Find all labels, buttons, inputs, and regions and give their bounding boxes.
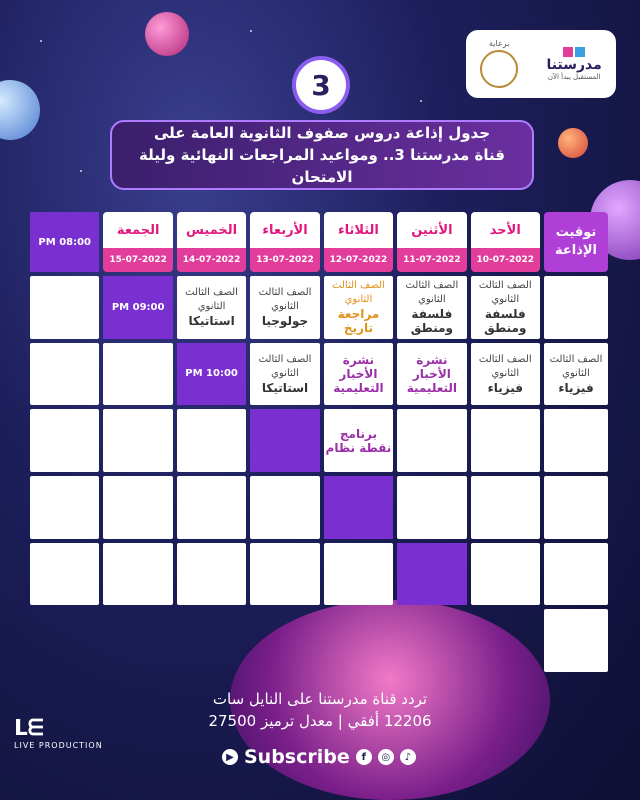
schedule-cell bbox=[544, 543, 608, 606]
star bbox=[420, 100, 422, 102]
schedule-cell bbox=[250, 476, 319, 539]
grade-label: الصف الثالث الثانوي bbox=[478, 280, 532, 306]
schedule-cell bbox=[324, 409, 393, 472]
live-production-logo: ᒪᗴ LIVE PRODUCTION bbox=[14, 716, 103, 750]
day-header bbox=[324, 212, 393, 272]
subscribe-label[interactable]: Subscribe bbox=[244, 746, 350, 768]
star bbox=[40, 40, 42, 42]
schedule-cell bbox=[397, 476, 466, 539]
grade-label: الصف الثالث الثانوي bbox=[258, 287, 312, 313]
subscribe-bar[interactable] bbox=[222, 746, 416, 768]
grade-label: الصف الثالث الثانوي bbox=[332, 280, 385, 306]
schedule-cell bbox=[103, 476, 172, 539]
day-header bbox=[177, 212, 246, 272]
schedule-cell bbox=[177, 476, 246, 539]
schedule-cell bbox=[30, 476, 99, 539]
subject-label: فيزياء bbox=[487, 380, 523, 395]
planet-blue bbox=[0, 80, 40, 140]
schedule-cell bbox=[250, 276, 319, 339]
schedule-cell bbox=[30, 409, 99, 472]
schedule-cell bbox=[397, 276, 466, 339]
issue-number-badge: 3 bbox=[296, 60, 346, 110]
schedule-cell bbox=[397, 343, 466, 406]
schedule-cell bbox=[177, 543, 246, 606]
schedule-table bbox=[30, 212, 608, 672]
subject-label: فلسفة ومنطق bbox=[484, 307, 527, 336]
schedule-cell bbox=[177, 409, 246, 472]
frequency-info bbox=[170, 688, 470, 732]
day-name: الجمعة bbox=[116, 222, 160, 238]
time-slot bbox=[397, 543, 466, 606]
ministry-logo: برعاية bbox=[480, 39, 518, 90]
time-header: توقيت الإذاعة bbox=[544, 212, 608, 272]
tiktok-icon[interactable]: ♪ bbox=[400, 749, 416, 765]
day-date: 11-07-2022 bbox=[403, 255, 461, 265]
subject-label: فيزياء bbox=[558, 380, 594, 395]
grade-label: الصف الثالث الثانوي bbox=[258, 353, 312, 379]
time-slot: 10:00 PM bbox=[177, 343, 246, 406]
schedule-cell bbox=[544, 476, 608, 539]
day-header bbox=[397, 212, 466, 272]
day-header bbox=[471, 212, 540, 272]
brand-logo: مدرستنا المستقبل يبدأ الآن bbox=[547, 47, 602, 81]
subject-label: نشرة الأخبار التعليمية bbox=[333, 352, 384, 395]
schedule-cell bbox=[324, 343, 393, 406]
subject-label: استاتيكا bbox=[188, 314, 235, 329]
grade-label: الصف الثالث الثانوي bbox=[185, 287, 238, 313]
day-name: الخميس bbox=[186, 222, 238, 238]
day-date: 10-07-2022 bbox=[476, 255, 535, 265]
schedule-cell bbox=[544, 409, 608, 472]
day-name: الأحد bbox=[489, 222, 521, 238]
star bbox=[250, 30, 252, 32]
day-date: 15-07-2022 bbox=[109, 255, 167, 265]
grade-label: الصف الثالث الثانوي bbox=[478, 353, 532, 379]
grade-label: الصف الثالث الثانوي bbox=[405, 280, 459, 306]
day-date: 13-07-2022 bbox=[256, 255, 314, 265]
schedule-cell bbox=[544, 276, 608, 339]
day-header bbox=[250, 212, 319, 272]
time-slot: 09:00 PM bbox=[103, 276, 172, 339]
schedule-cell bbox=[103, 543, 172, 606]
time-slot bbox=[250, 409, 319, 472]
day-name: الأثنين bbox=[411, 222, 453, 238]
frequency-line-1: تردد قناة مدرستنا على النايل سات bbox=[212, 690, 428, 708]
schedule-cell bbox=[103, 409, 172, 472]
time-slot bbox=[324, 476, 393, 539]
facebook-icon[interactable]: f bbox=[356, 749, 372, 765]
instagram-icon[interactable]: ◎ bbox=[378, 749, 394, 765]
schedule-cell bbox=[30, 343, 99, 406]
schedule-cell bbox=[397, 409, 466, 472]
schedule-cell bbox=[471, 343, 540, 406]
schedule-cell bbox=[471, 276, 540, 339]
planet-pink bbox=[145, 12, 189, 56]
schedule-cell bbox=[103, 343, 172, 406]
subject-label: جولوجيا bbox=[261, 314, 309, 329]
planet-orange bbox=[558, 128, 588, 158]
page-title bbox=[110, 120, 534, 190]
youtube-icon[interactable]: ▶ bbox=[222, 749, 238, 765]
schedule-cell bbox=[544, 343, 608, 406]
title-line-2: قناة مدرستنا 3.. ومواعيد المراجعات النهائية وليلة الامتحان bbox=[139, 146, 505, 186]
schedule-cell bbox=[30, 276, 99, 339]
schedule-cell bbox=[471, 476, 540, 539]
day-date: 12-07-2022 bbox=[329, 255, 388, 265]
schedule-cell bbox=[471, 409, 540, 472]
logo-box bbox=[466, 30, 616, 98]
grade-label: الصف الثالث الثانوي bbox=[549, 353, 603, 379]
title-line-1: جدول إذاعة دروس صفوف الثانوية العامة على bbox=[153, 124, 491, 142]
schedule-cell bbox=[324, 276, 393, 339]
subject-label: نشرة الأخبار التعليمية bbox=[406, 352, 458, 395]
frequency-line-2: 12206 أفقي | معدل ترميز 27500 bbox=[208, 712, 432, 730]
schedule-cell bbox=[324, 543, 393, 606]
star bbox=[80, 170, 82, 172]
schedule-cell bbox=[471, 543, 540, 606]
schedule-cell bbox=[544, 609, 608, 672]
day-date: 14-07-2022 bbox=[182, 255, 241, 265]
subject-label: مراجعة تاريخ bbox=[337, 307, 380, 336]
subject-label: برنامج نقطة نظام bbox=[325, 426, 392, 455]
schedule-cell bbox=[250, 343, 319, 406]
day-name: الأربعاء bbox=[262, 222, 308, 238]
day-header bbox=[103, 212, 172, 272]
time-slot: 08:00 PM bbox=[30, 212, 99, 272]
subject-label: استاتيكا bbox=[261, 380, 309, 395]
schedule-cell bbox=[250, 543, 319, 606]
schedule-cell bbox=[30, 543, 99, 606]
subject-label: فلسفة ومنطق bbox=[410, 307, 454, 336]
day-name: الثلاثاء bbox=[337, 222, 379, 238]
schedule-cell bbox=[177, 276, 246, 339]
